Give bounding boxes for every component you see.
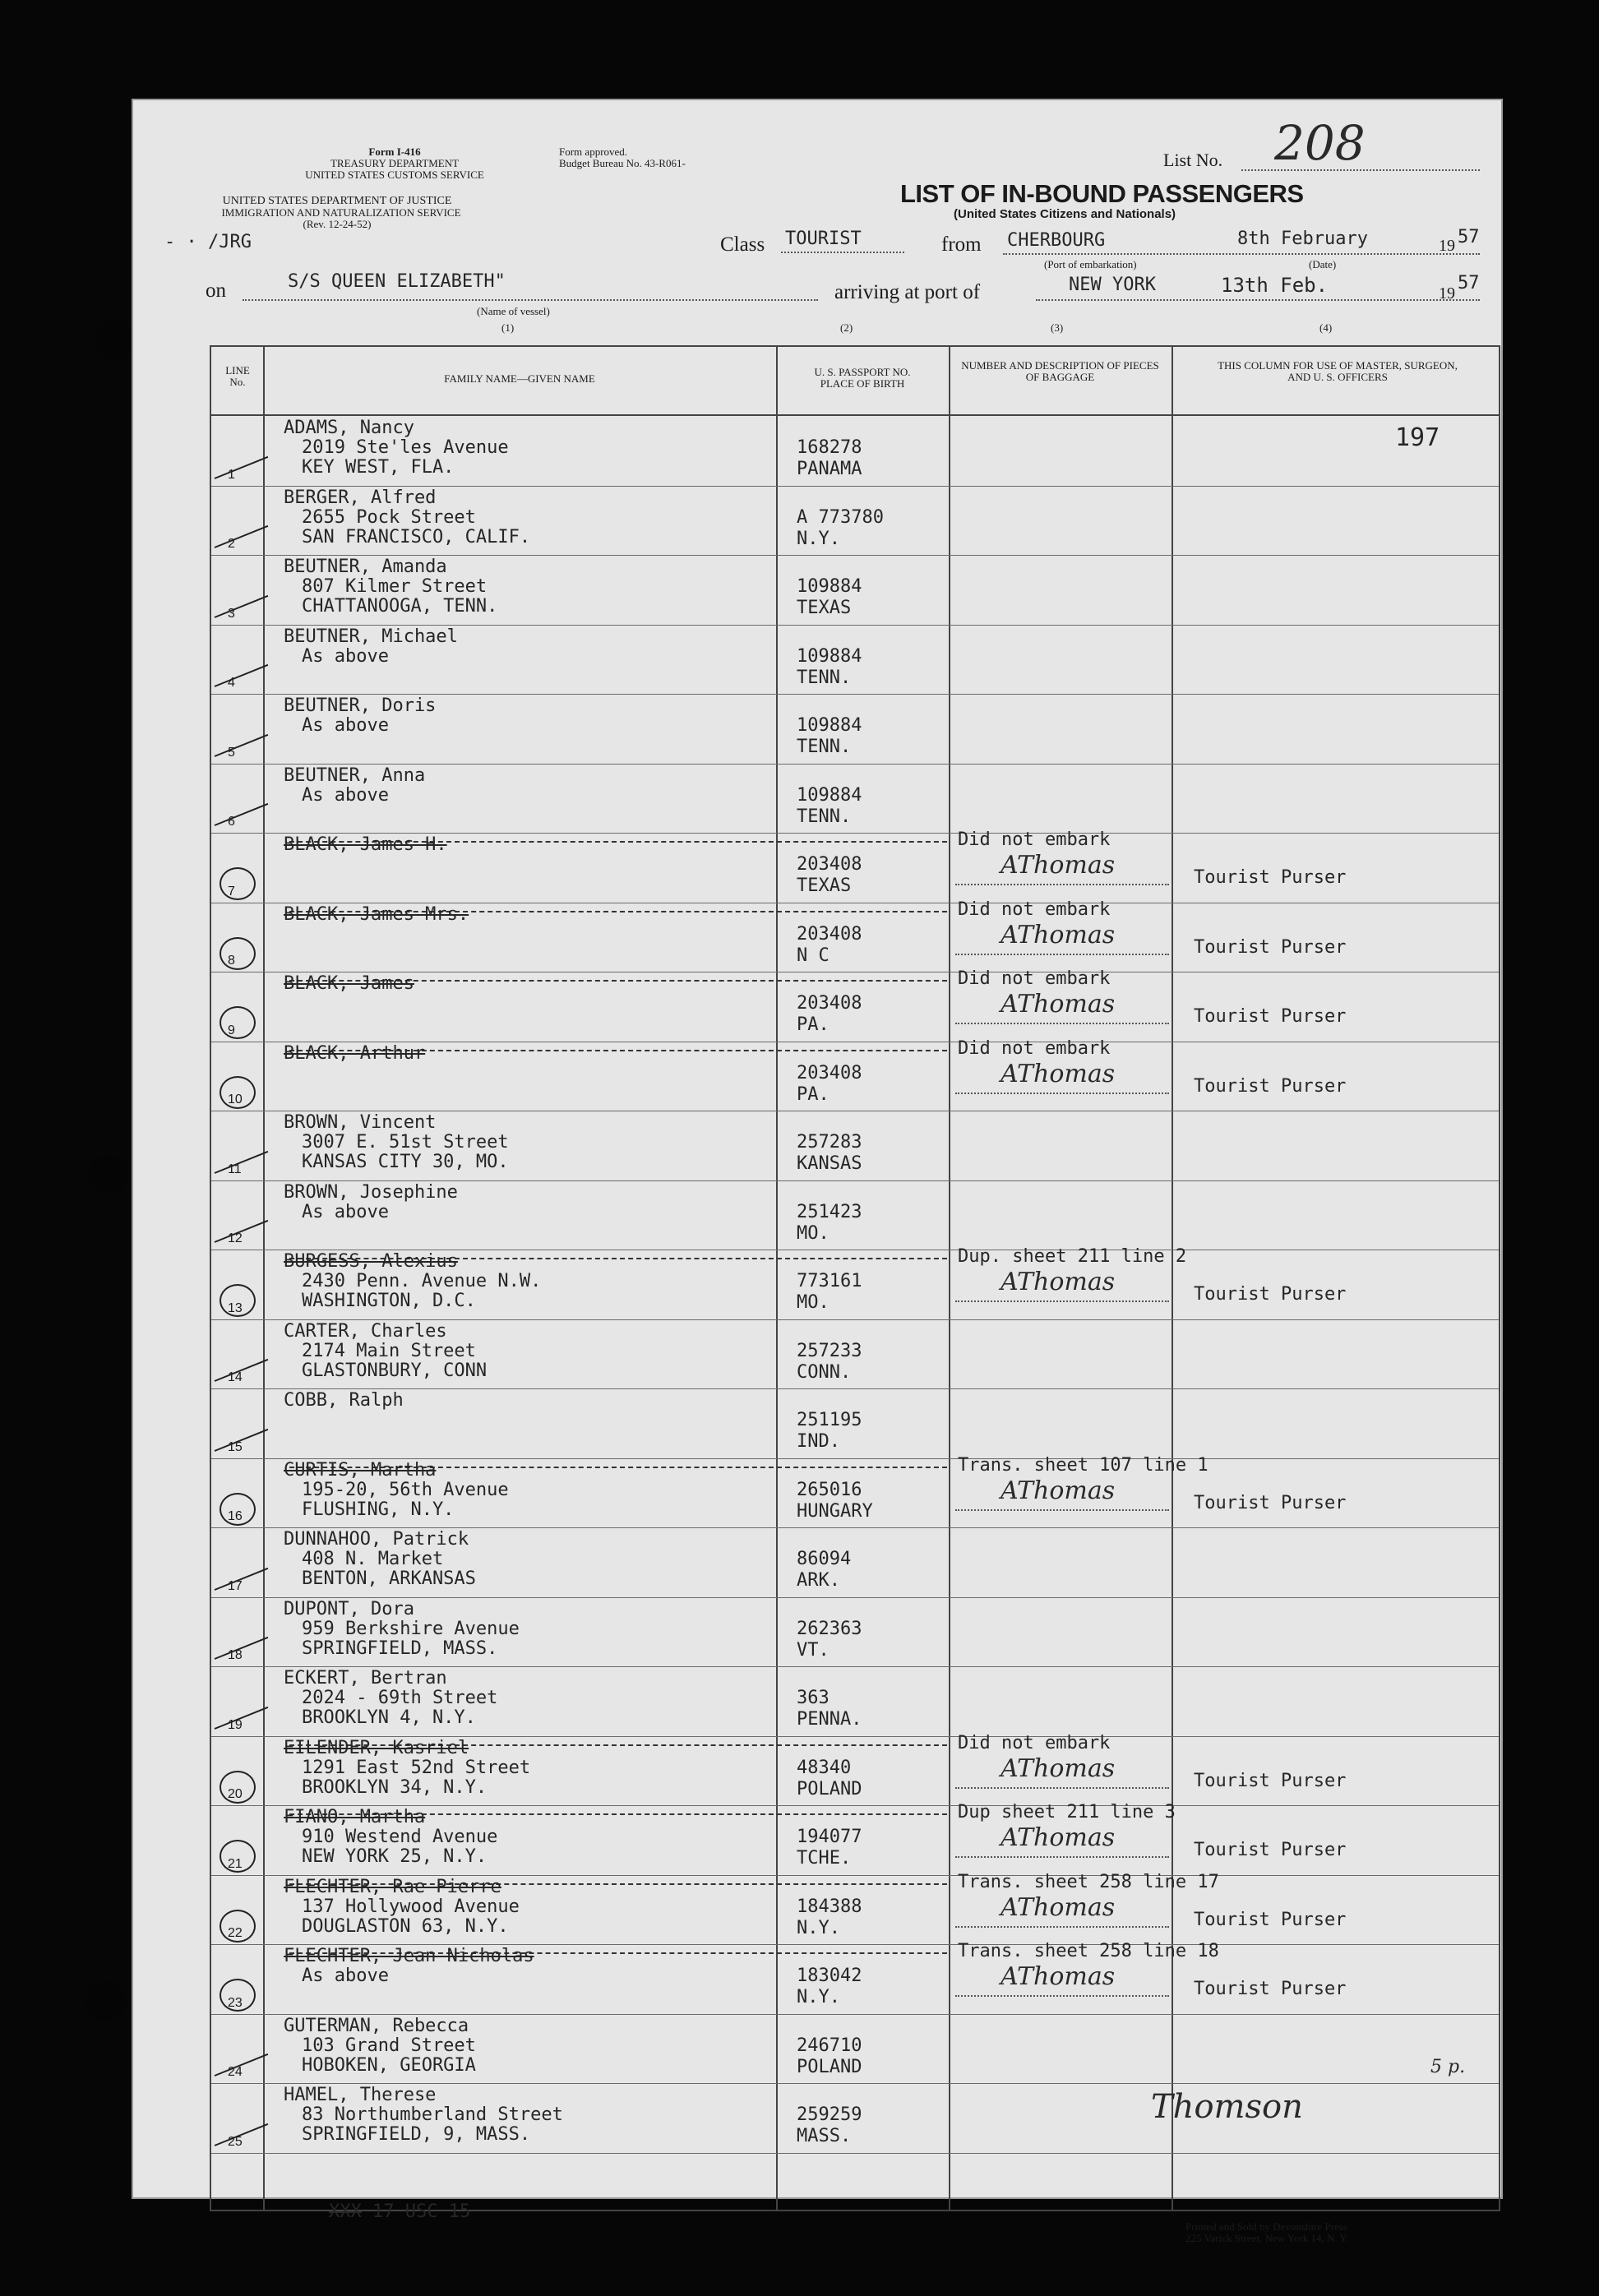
passenger-name: FIANO, Martha xyxy=(284,1807,426,1827)
purser-initial-mark: AThomas xyxy=(1001,1823,1116,1852)
vessel-line xyxy=(243,299,818,301)
passenger-address-1: 807 Kilmer Street xyxy=(302,576,488,597)
passenger-name: BEUTNER, Amanda xyxy=(284,557,447,577)
arriving-label: arriving at port of xyxy=(834,281,981,303)
place-of-birth: IND. xyxy=(797,1431,840,1452)
passport-number: 203408 xyxy=(797,923,862,945)
line-number: 15 xyxy=(228,1439,243,1454)
list-no-value: 208 xyxy=(1274,115,1366,171)
purser-initial-mark: AThomas xyxy=(1001,1268,1116,1296)
officer-note: Tourist Purser xyxy=(1194,867,1347,888)
passport-number: 183042 xyxy=(797,1966,862,1986)
passenger-address-1: 2019 Ste'les Avenue xyxy=(302,437,509,458)
justice-dept: UNITED STATES DEPARTMENT OF JUSTICE xyxy=(222,195,452,207)
baggage-dotted-line xyxy=(955,884,1169,885)
baggage-dotted-line xyxy=(955,1300,1169,1302)
from-value: CHERBOURG xyxy=(1007,230,1106,251)
table-row xyxy=(211,1319,1499,1390)
baggage-dotted-line xyxy=(955,954,1169,955)
table-row xyxy=(211,1180,1499,1251)
baggage-dotted-line xyxy=(955,1856,1169,1858)
line-number: 7 xyxy=(228,884,235,899)
passenger-address-2: FLUSHING, N.Y. xyxy=(302,1499,455,1520)
passport-number: 257233 xyxy=(797,1340,862,1361)
check-tick-mark xyxy=(215,664,269,687)
place-of-birth: PANAMA xyxy=(797,459,862,479)
check-tick-mark xyxy=(215,733,269,756)
arrival-date: 13th Feb. xyxy=(1221,274,1329,297)
line-number: 25 xyxy=(228,2134,243,2149)
passenger-table xyxy=(210,345,1500,2211)
line-number: 2 xyxy=(228,537,235,551)
printer-line-1: Printed and Sold by Devonshire Press xyxy=(1185,2220,1347,2233)
baggage-note: Did not embark xyxy=(958,968,1111,989)
table-row xyxy=(211,416,1499,487)
passenger-address-1: As above xyxy=(302,715,389,736)
table-row xyxy=(211,968,1499,1042)
passport-number: 184388 xyxy=(797,1896,862,1917)
baggage-note: Did not embark xyxy=(958,899,1111,920)
officer-note: Tourist Purser xyxy=(1194,1284,1347,1305)
on-label: on xyxy=(206,279,226,302)
clerk-initials: - · /JRG xyxy=(164,232,252,252)
passport-number: 203408 xyxy=(797,993,862,1014)
passenger-address-1: 408 N. Market xyxy=(302,1549,444,1569)
punch-hole-top xyxy=(95,321,134,360)
line-number: 5 xyxy=(228,745,235,760)
passport-number: 257283 xyxy=(797,1132,862,1153)
place-of-birth: PENNA. xyxy=(797,1709,862,1730)
place-of-birth: PA. xyxy=(797,1014,830,1035)
place-of-birth: VT. xyxy=(797,1639,830,1661)
line-number: 4 xyxy=(228,676,235,690)
passenger-address-2: BROOKLYN 4, N.Y. xyxy=(302,1707,476,1728)
embark-caption: (Port of embarkation) xyxy=(1044,258,1137,270)
passenger-name: BLACK, James xyxy=(284,973,414,994)
place-of-birth: TENN. xyxy=(797,667,852,688)
line-number: 10 xyxy=(228,1093,243,1106)
passenger-address-2: NEW YORK 25, N.Y. xyxy=(302,1846,488,1867)
line-number: 13 xyxy=(228,1300,243,1315)
passport-number: 773161 xyxy=(797,1271,862,1291)
passenger-name: HAMEL, Therese xyxy=(284,2085,437,2105)
table-row xyxy=(211,1454,1499,1529)
passenger-list-page xyxy=(132,99,1503,2244)
vessel-name: S/S QUEEN ELIZABETH" xyxy=(288,271,506,292)
passenger-address-2: SAN FRANCISCO, CALIF. xyxy=(302,526,531,547)
page-title: LIST OF IN-BOUND PASSENGERS xyxy=(900,179,1304,208)
arrival-line xyxy=(1036,299,1480,301)
passenger-address-1: 83 Northumberland Street xyxy=(302,2104,563,2125)
arrival-year-prefix: 19 xyxy=(1439,284,1455,303)
baggage-note: Did not embark xyxy=(958,829,1111,850)
departure-date: 8th February xyxy=(1237,229,1368,249)
usc-text: 17 USC 15 xyxy=(372,2201,471,2222)
passport-number: 259259 xyxy=(797,2104,862,2125)
passenger-address-2: WASHINGTON, D.C. xyxy=(302,1291,476,1311)
passenger-name: CARTER, Charles xyxy=(284,1320,447,1342)
officer-note: Tourist Purser xyxy=(1194,1006,1347,1027)
passenger-address-1: 1291 East 52nd Street xyxy=(302,1757,531,1778)
passenger-address-2: BENTON, ARKANSAS xyxy=(302,1568,476,1589)
passport-number: 86094 xyxy=(797,1549,852,1569)
passport-number: 109884 xyxy=(797,576,862,597)
baggage-note: Trans. sheet 107 line 1 xyxy=(958,1454,1208,1476)
line-circle-mark xyxy=(220,1910,256,1943)
header-name: FAMILY NAME—GIVEN NAME xyxy=(444,372,595,385)
from-label: from xyxy=(941,233,982,256)
baggage-dotted-line xyxy=(955,1995,1169,1997)
baggage-note: Dup sheet 211 line 3 xyxy=(958,1802,1176,1822)
baggage-note: Trans. sheet 258 line 18 xyxy=(958,1941,1219,1961)
passenger-address-2: DOUGLASTON 63, N.Y. xyxy=(302,1915,509,1937)
officer-note: Tourist Purser xyxy=(1194,1075,1347,1097)
purser-initial-mark: AThomas xyxy=(1001,1476,1116,1505)
punch-hole-middle xyxy=(89,1155,128,1194)
printer-line-2: 225 Varick Street, New York 14, N. Y. xyxy=(1185,2232,1349,2244)
table-row xyxy=(211,2014,1499,2085)
passenger-address-1: 103 Grand Street xyxy=(302,2035,476,2056)
class-value: TOURIST xyxy=(785,229,862,249)
from-line xyxy=(1003,253,1480,255)
col-num-4: (4) xyxy=(1319,321,1333,334)
header-line-no: LINE No. xyxy=(225,364,250,388)
page-subtitle: (United States Citizens and Nationals) xyxy=(954,207,1176,221)
table-row xyxy=(211,1732,1499,1807)
passenger-address-1: As above xyxy=(302,1966,389,1986)
officer-note: Tourist Purser xyxy=(1194,936,1347,958)
passport-number: 194077 xyxy=(797,1827,862,1847)
col-num-3: (3) xyxy=(1051,321,1064,334)
line-number: 18 xyxy=(228,1648,243,1662)
passenger-address-1: As above xyxy=(302,645,389,667)
baggage-note: Trans. sheet 258 line 17 xyxy=(958,1871,1219,1892)
place-of-birth: TENN. xyxy=(797,737,852,757)
customs-service: UNITED STATES CUSTOMS SERVICE xyxy=(305,169,484,181)
table-row xyxy=(211,694,1499,765)
table-row xyxy=(211,899,1499,973)
line-number: 14 xyxy=(228,1370,243,1384)
arrival-year: 57 xyxy=(1458,273,1480,293)
line-circle-mark xyxy=(220,1771,256,1804)
passenger-address-1: As above xyxy=(302,1201,389,1222)
passport-number: 109884 xyxy=(797,715,862,736)
date-caption: (Date) xyxy=(1309,258,1337,270)
passenger-name: GUTERMAN, Rebecca xyxy=(284,2015,469,2036)
passenger-address-1: 3007 E. 51st Street xyxy=(302,1132,509,1153)
line-circle-mark xyxy=(220,937,256,970)
passport-number: 265016 xyxy=(797,1479,862,1500)
check-tick-mark xyxy=(215,803,269,826)
passenger-address-1: 959 Berkshire Avenue xyxy=(302,1618,520,1639)
purser-initial-mark: AThomas xyxy=(1001,920,1116,949)
baggage-dotted-line xyxy=(955,1926,1169,1928)
passport-number: 363 xyxy=(797,1688,830,1708)
header-officers: THIS COLUMN FOR USE OF MASTER, SURGEON, AND U. S. OFFICERS xyxy=(1218,359,1458,383)
arrival-port: NEW YORK xyxy=(1069,275,1156,295)
passenger-name: BROWN, Vincent xyxy=(284,1112,437,1133)
year-prefix: 19 xyxy=(1439,237,1455,255)
passenger-address-1: 2430 Penn. Avenue N.W. xyxy=(302,1271,542,1291)
purser-initial-mark: AThomas xyxy=(1001,1059,1116,1088)
line-number: 11 xyxy=(228,1162,242,1176)
passport-number: 203408 xyxy=(797,854,862,875)
table-row xyxy=(211,1597,1499,1668)
place-of-birth: N.Y. xyxy=(797,528,840,549)
passenger-address-2: SPRINGFIELD, 9, MASS. xyxy=(302,2124,531,2145)
check-tick-mark xyxy=(215,525,269,548)
passenger-name: CURTIS, Martha xyxy=(284,1459,437,1481)
place-of-birth: MO. xyxy=(797,1292,830,1313)
table-row xyxy=(211,1802,1499,1876)
class-label: Class xyxy=(720,233,765,256)
passenger-name: FLECHTER, Jean-Nicholas xyxy=(284,1946,534,1966)
list-no-label: List No. xyxy=(1163,150,1223,170)
place-of-birth: TENN. xyxy=(797,806,852,827)
table-row xyxy=(211,1666,1499,1737)
vessel-caption: (Name of vessel) xyxy=(477,305,550,317)
treasury-dept: TREASURY DEPARTMENT xyxy=(330,157,460,169)
place-of-birth: HUNGARY xyxy=(797,1500,873,1522)
passport-number: 203408 xyxy=(797,1062,862,1083)
line-number: 3 xyxy=(228,606,235,621)
place-of-birth: ARK. xyxy=(797,1570,840,1591)
passenger-address-1: 2174 Main Street xyxy=(302,1340,476,1361)
line-circle-mark xyxy=(220,867,256,900)
baggage-dotted-line xyxy=(955,1787,1169,1789)
header-baggage: NUMBER AND DESCRIPTION OF PIECES OF BAGGAGE xyxy=(961,359,1159,383)
passport-number: 246710 xyxy=(797,2035,862,2056)
form-number: Form I-416 xyxy=(368,146,421,158)
officer-signature: Thomson xyxy=(1151,2088,1303,2126)
line-number: 19 xyxy=(228,1717,243,1732)
place-of-birth: MASS. xyxy=(797,2126,852,2146)
line-number: 24 xyxy=(228,2065,243,2079)
table-row xyxy=(211,1037,1499,1112)
officer-note: Tourist Purser xyxy=(1194,1979,1347,1999)
table-row xyxy=(211,1111,1499,1181)
place-of-birth: TEXAS xyxy=(797,598,852,618)
departure-year: 57 xyxy=(1458,227,1480,247)
passenger-address-2: CHATTANOOGA, TENN. xyxy=(302,596,498,617)
passport-number: 48340 xyxy=(797,1757,852,1778)
signature-note: 5 p. xyxy=(1430,2057,1466,2077)
passenger-address-2: HOBOKEN, GEORGIA xyxy=(302,2054,476,2076)
passenger-address-2: KEY WEST, FLA. xyxy=(302,457,455,478)
punch-hole-bottom xyxy=(86,1981,126,2021)
passenger-address-2: KANSAS CITY 30, MO. xyxy=(302,1152,509,1172)
line-circle-mark xyxy=(220,1493,256,1526)
passenger-name: BLACK, Arthur xyxy=(284,1042,426,1064)
passenger-address-2: SPRINGFIELD, MASS. xyxy=(302,1638,498,1659)
purser-initial-mark: AThomas xyxy=(1001,1962,1116,1991)
baggage-note: Did not embark xyxy=(958,1037,1111,1059)
header-passport: U. S. PASSPORT NO. PLACE OF BIRTH xyxy=(814,366,911,390)
line-number: 21 xyxy=(228,1856,243,1871)
table-row xyxy=(211,625,1499,695)
passport-number: 262363 xyxy=(797,1618,862,1639)
passenger-name: BURGESS, Alexius xyxy=(284,1251,458,1272)
passenger-name: BLACK, James H. xyxy=(284,834,447,855)
usc-reference xyxy=(329,2201,470,2223)
table-row xyxy=(211,1246,1499,1320)
line-number: 12 xyxy=(228,1231,243,1245)
passenger-address-1: As above xyxy=(302,784,389,806)
place-of-birth: KANSAS xyxy=(797,1153,862,1174)
officer-note: Tourist Purser xyxy=(1194,1492,1347,1513)
passenger-address-1: 2024 - 69th Street xyxy=(302,1688,498,1708)
passenger-address-2: BROOKLYN 34, N.Y. xyxy=(302,1776,488,1798)
line-number: 22 xyxy=(228,1926,243,1940)
passenger-name: ECKERT, Bertran xyxy=(284,1668,447,1689)
baggage-dotted-line xyxy=(955,1023,1169,1024)
line-number: 23 xyxy=(228,1995,243,2010)
passenger-name: COBB, Ralph xyxy=(284,1390,404,1411)
revision-date: (Rev. 12-24-52) xyxy=(303,218,372,230)
check-tick-mark xyxy=(215,594,269,617)
place-of-birth: N.Y. xyxy=(797,1917,840,1938)
table-row xyxy=(211,486,1499,557)
place-of-birth: TCHE. xyxy=(797,1848,852,1869)
passenger-name: EILENDER, Kasriel xyxy=(284,1737,469,1758)
passenger-name: ADAMS, Nancy xyxy=(284,418,414,438)
passport-number: 251423 xyxy=(797,1201,862,1222)
passenger-address-1: 910 Westend Avenue xyxy=(302,1827,498,1847)
baggage-note: Dup. sheet 211 line 2 xyxy=(958,1246,1187,1267)
passport-number: 109884 xyxy=(797,645,862,667)
passport-number: 109884 xyxy=(797,784,862,806)
place-of-birth: N.Y. xyxy=(797,1987,840,2007)
purser-initial-mark: AThomas xyxy=(1001,990,1116,1019)
purser-initial-mark: AThomas xyxy=(1001,851,1116,880)
table-row xyxy=(211,1527,1499,1598)
place-of-birth: POLAND xyxy=(797,2056,862,2077)
line-number: 16 xyxy=(228,1509,243,1523)
passenger-name: BEUTNER, Michael xyxy=(284,626,458,647)
purser-initial-mark: AThomas xyxy=(1001,1753,1116,1783)
col-num-2: (2) xyxy=(840,321,853,334)
line-circle-mark xyxy=(220,1284,256,1317)
class-line xyxy=(781,252,904,253)
baggage-note: Did not embark xyxy=(958,1732,1111,1753)
passenger-name: BEUTNER, Anna xyxy=(284,765,426,786)
table-row xyxy=(211,764,1499,834)
officer-note: Tourist Purser xyxy=(1194,1909,1347,1930)
passenger-name: DUNNAHOO, Patrick xyxy=(284,1529,469,1550)
check-tick-mark xyxy=(215,455,269,478)
line-circle-mark xyxy=(220,1006,256,1039)
baggage-dotted-line xyxy=(955,1093,1169,1094)
passenger-address-1: 2655 Pock Street xyxy=(302,506,476,528)
table-row xyxy=(211,1388,1499,1459)
line-number: 8 xyxy=(228,954,235,968)
ins-service: IMMIGRATION AND NATURALIZATION SERVICE xyxy=(221,206,461,219)
line-number: 20 xyxy=(228,1787,243,1801)
place-of-birth: N C xyxy=(797,945,830,966)
first-row-note: 197 xyxy=(1395,423,1440,452)
passport-number: 251195 xyxy=(797,1410,862,1430)
line-circle-mark xyxy=(220,1840,256,1873)
col-num-1: (1) xyxy=(501,321,515,334)
form-approved: Form approved. xyxy=(559,146,628,158)
passenger-address-1: 195-20, 56th Avenue xyxy=(302,1479,509,1500)
place-of-birth: CONN. xyxy=(797,1361,852,1383)
passenger-address-1: 137 Hollywood Avenue xyxy=(302,1896,520,1917)
usc-struck: XXX xyxy=(329,2201,362,2222)
line-number: 1 xyxy=(228,467,235,482)
passenger-address-2: GLASTONBURY, CONN xyxy=(302,1360,488,1381)
table-row xyxy=(211,2083,1499,2154)
baggage-dotted-line xyxy=(955,1509,1169,1511)
budget-bureau: Budget Bureau No. 43-R061- xyxy=(559,157,686,169)
passenger-name: BERGER, Alfred xyxy=(284,487,437,508)
line-circle-mark xyxy=(220,1076,256,1109)
officer-note: Tourist Purser xyxy=(1194,1770,1347,1791)
passenger-name: BLACK, James Mrs. xyxy=(284,903,469,925)
line-number: 6 xyxy=(228,815,235,829)
line-number: 17 xyxy=(228,1578,243,1593)
table-row xyxy=(211,555,1499,626)
passenger-name: BEUTNER, Doris xyxy=(284,695,437,716)
place-of-birth: TEXAS xyxy=(797,875,852,896)
place-of-birth: PA. xyxy=(797,1083,830,1105)
line-circle-mark xyxy=(220,1979,256,2012)
table-row xyxy=(211,1871,1499,1946)
table-row xyxy=(211,829,1499,903)
passenger-name: DUPONT, Dora xyxy=(284,1598,414,1619)
place-of-birth: POLAND xyxy=(797,1778,862,1799)
line-number: 9 xyxy=(228,1023,235,1037)
passport-number: A 773780 xyxy=(797,506,884,528)
officer-note: Tourist Purser xyxy=(1194,1840,1347,1860)
passenger-name: FLECHTER, Rae Pierre xyxy=(284,1876,501,1897)
passenger-name: BROWN, Josephine xyxy=(284,1181,458,1203)
table-row xyxy=(211,1941,1499,2015)
passport-number: 168278 xyxy=(797,437,862,458)
purser-initial-mark: AThomas xyxy=(1001,1892,1116,1922)
place-of-birth: MO. xyxy=(797,1222,830,1244)
